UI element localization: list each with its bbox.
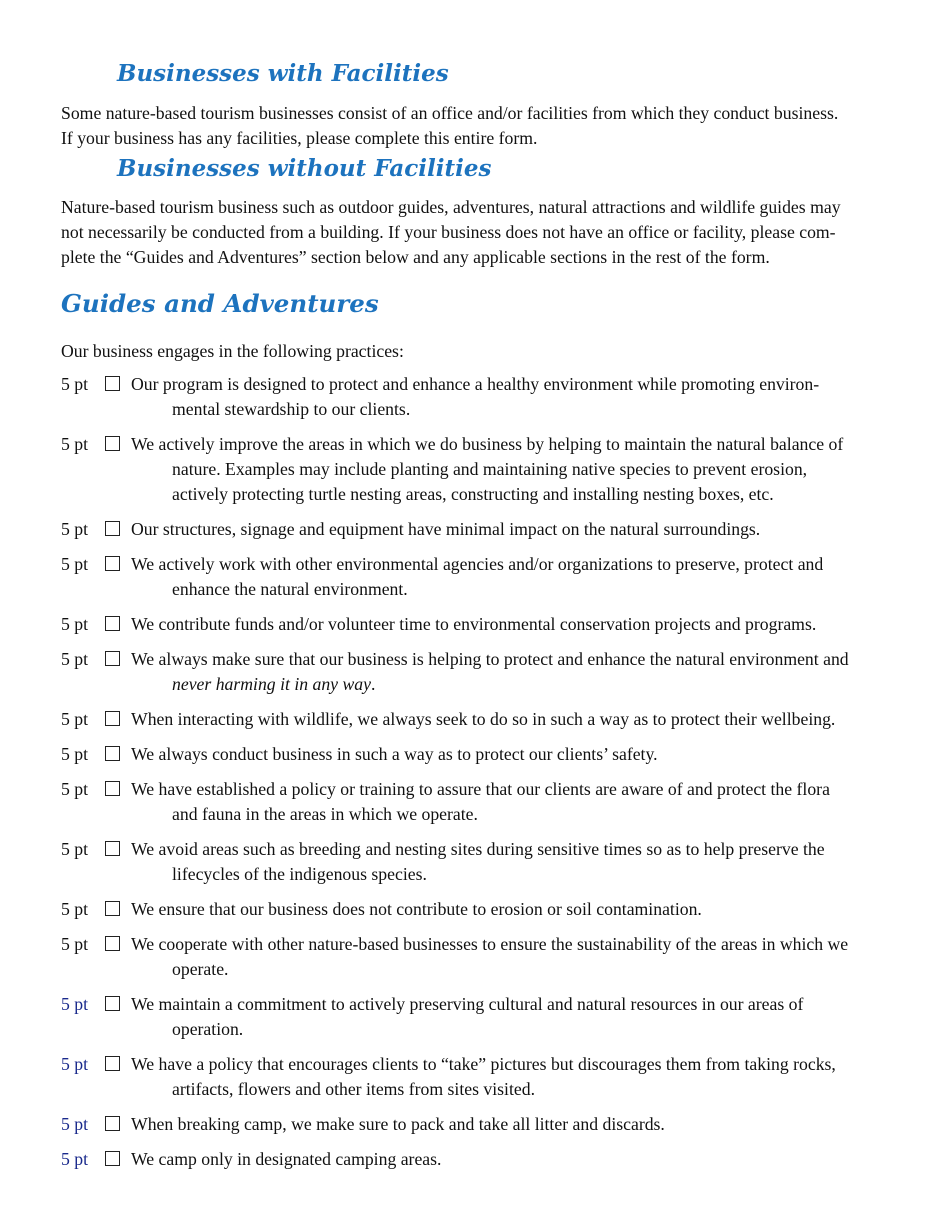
practice-checkbox[interactable] xyxy=(105,436,120,451)
practice-line: lifecycles of the indigenous species. xyxy=(172,864,427,884)
practice-item xyxy=(0,932,950,992)
paragraph-with-facilities xyxy=(61,101,887,151)
practice-text xyxy=(131,742,891,767)
practice-line: nature. Examples may include planting and maintaining native species to prevent erosion, xyxy=(172,459,808,479)
practice-checkbox[interactable] xyxy=(105,521,120,536)
practice-checkbox[interactable] xyxy=(105,1116,120,1131)
paragraph-line: Nature-based tourism business such as outdoor guides, adventures, natural attractions and wildlife guides may xyxy=(61,197,841,217)
practice-item xyxy=(0,372,950,432)
practice-line: We always make sure that our business is helping to protect and enhance the natural environment and xyxy=(131,649,849,669)
practice-checkbox[interactable] xyxy=(105,651,120,666)
practice-item xyxy=(0,432,950,517)
practice-line: We cooperate with other nature-based businesses to ensure the sustainability of the areas in which we xyxy=(131,934,849,954)
practice-checkbox[interactable] xyxy=(105,556,120,571)
practice-item xyxy=(0,777,950,837)
practice-item xyxy=(0,992,950,1052)
points-label: 5 pt xyxy=(61,374,89,394)
practice-text xyxy=(131,372,891,422)
practice-item xyxy=(0,647,950,707)
practice-line: mental stewardship to our clients. xyxy=(172,399,411,419)
practice-line: We contribute funds and/or volunteer time to environmental conservation projects and programs. xyxy=(131,614,817,634)
practice-text xyxy=(131,992,891,1042)
practice-line: We have a policy that encourages clients to “take” pictures but discourages them from taking rocks, xyxy=(131,1054,836,1074)
points-label: 5 pt xyxy=(61,1054,89,1074)
practice-line: actively protecting turtle nesting areas, constructing and installing nesting boxes, etc. xyxy=(172,484,774,504)
practice-item xyxy=(0,1052,950,1112)
practice-text xyxy=(131,932,891,982)
practice-line: We camp only in designated camping areas. xyxy=(131,1149,442,1169)
practice-text xyxy=(131,707,891,732)
practice-item xyxy=(0,552,950,612)
practice-item xyxy=(0,707,950,742)
practice-suffix: . xyxy=(370,674,376,694)
practice-line: We ensure that our business does not contribute to erosion or soil contamination. xyxy=(131,899,702,919)
practice-item xyxy=(0,837,950,897)
practice-checkbox[interactable] xyxy=(105,746,120,761)
practices-intro: Our business engages in the following practices: xyxy=(61,341,404,361)
practice-line: artifacts, flowers and other items from sites visited. xyxy=(172,1079,535,1099)
heading-with-facilities: Businesses with Facilities xyxy=(117,60,449,87)
points-label: 5 pt xyxy=(61,1114,89,1134)
practice-text xyxy=(131,897,891,922)
practice-text xyxy=(131,837,891,887)
practice-text xyxy=(131,612,891,637)
practice-checkbox[interactable] xyxy=(105,1056,120,1071)
practice-line: operation. xyxy=(172,1019,244,1039)
practice-text xyxy=(131,432,891,507)
practice-line: We maintain a commitment to actively preserving cultural and natural resources in our areas of xyxy=(131,994,804,1014)
heading-guides-and-adventures: Guides and Adventures xyxy=(61,289,379,318)
practice-item xyxy=(0,897,950,932)
practice-checkbox[interactable] xyxy=(105,996,120,1011)
practice-line: When interacting with wildlife, we always seek to do so in such a way as to protect their wellbeing. xyxy=(131,709,836,729)
points-label: 5 pt xyxy=(61,839,89,859)
practice-checkbox[interactable] xyxy=(105,901,120,916)
practice-text xyxy=(131,1112,891,1137)
practice-checkbox[interactable] xyxy=(105,936,120,951)
practice-line: and fauna in the areas in which we operate. xyxy=(172,804,478,824)
practice-item xyxy=(0,1112,950,1147)
practice-checkbox[interactable] xyxy=(105,616,120,631)
practice-checkbox[interactable] xyxy=(105,781,120,796)
points-label: 5 pt xyxy=(61,709,89,729)
practice-checkbox[interactable] xyxy=(105,376,120,391)
practice-text xyxy=(131,1147,891,1172)
practice-line xyxy=(131,672,891,697)
points-label: 5 pt xyxy=(61,434,89,454)
points-label: 5 pt xyxy=(61,614,89,634)
practice-item xyxy=(0,612,950,647)
practice-item xyxy=(0,1147,950,1182)
practice-line: enhance the natural environment. xyxy=(172,579,408,599)
practice-checkbox[interactable] xyxy=(105,711,120,726)
paragraph-line: not necessarily be conducted from a building. If your business does not have an office or facility, please com- xyxy=(61,222,836,242)
practice-text xyxy=(131,777,891,827)
heading-without-facilities: Businesses without Facilities xyxy=(117,155,492,182)
practice-emphasis: never harming it in any way xyxy=(172,674,371,694)
points-label: 5 pt xyxy=(61,899,89,919)
points-label: 5 pt xyxy=(61,1149,89,1169)
practice-text xyxy=(131,647,891,697)
points-label: 5 pt xyxy=(61,649,89,669)
practice-line: We actively work with other environmental agencies and/or organizations to preserve, protect and xyxy=(131,554,824,574)
practice-line: When breaking camp, we make sure to pack and take all litter and discards. xyxy=(131,1114,665,1134)
points-label: 5 pt xyxy=(61,519,89,539)
points-label: 5 pt xyxy=(61,554,89,574)
points-label: 5 pt xyxy=(61,934,89,954)
practices-list xyxy=(0,372,950,1182)
points-label: 5 pt xyxy=(61,994,89,1014)
practice-text xyxy=(131,552,891,602)
paragraph-without-facilities xyxy=(61,195,887,270)
points-label: 5 pt xyxy=(61,744,89,764)
practice-line: Our structures, signage and equipment have minimal impact on the natural surroundings. xyxy=(131,519,761,539)
paragraph-line: Some nature-based tourism businesses consist of an office and/or facilities from which they conduct business. xyxy=(61,103,839,123)
practice-line: We have established a policy or training to assure that our clients are aware of and protect the flora xyxy=(131,779,830,799)
paragraph-line: If your business has any facilities, please complete this entire form. xyxy=(61,128,538,148)
practice-checkbox[interactable] xyxy=(105,841,120,856)
practice-item xyxy=(0,742,950,777)
practice-line: We actively improve the areas in which we do business by helping to maintain the natural balance of xyxy=(131,434,844,454)
practice-line: We always conduct business in such a way as to protect our clients’ safety. xyxy=(131,744,658,764)
practice-checkbox[interactable] xyxy=(105,1151,120,1166)
paragraph-line: plete the “Guides and Adventures” section below and any applicable sections in the rest of the form. xyxy=(61,247,770,267)
practice-text xyxy=(131,1052,891,1102)
practice-item xyxy=(0,517,950,552)
practice-line: We avoid areas such as breeding and nesting sites during sensitive times so as to help preserve the xyxy=(131,839,825,859)
points-label: 5 pt xyxy=(61,779,89,799)
practice-line: operate. xyxy=(172,959,229,979)
practice-text xyxy=(131,517,891,542)
practice-line: Our program is designed to protect and enhance a healthy environment while promoting environ- xyxy=(131,374,820,394)
